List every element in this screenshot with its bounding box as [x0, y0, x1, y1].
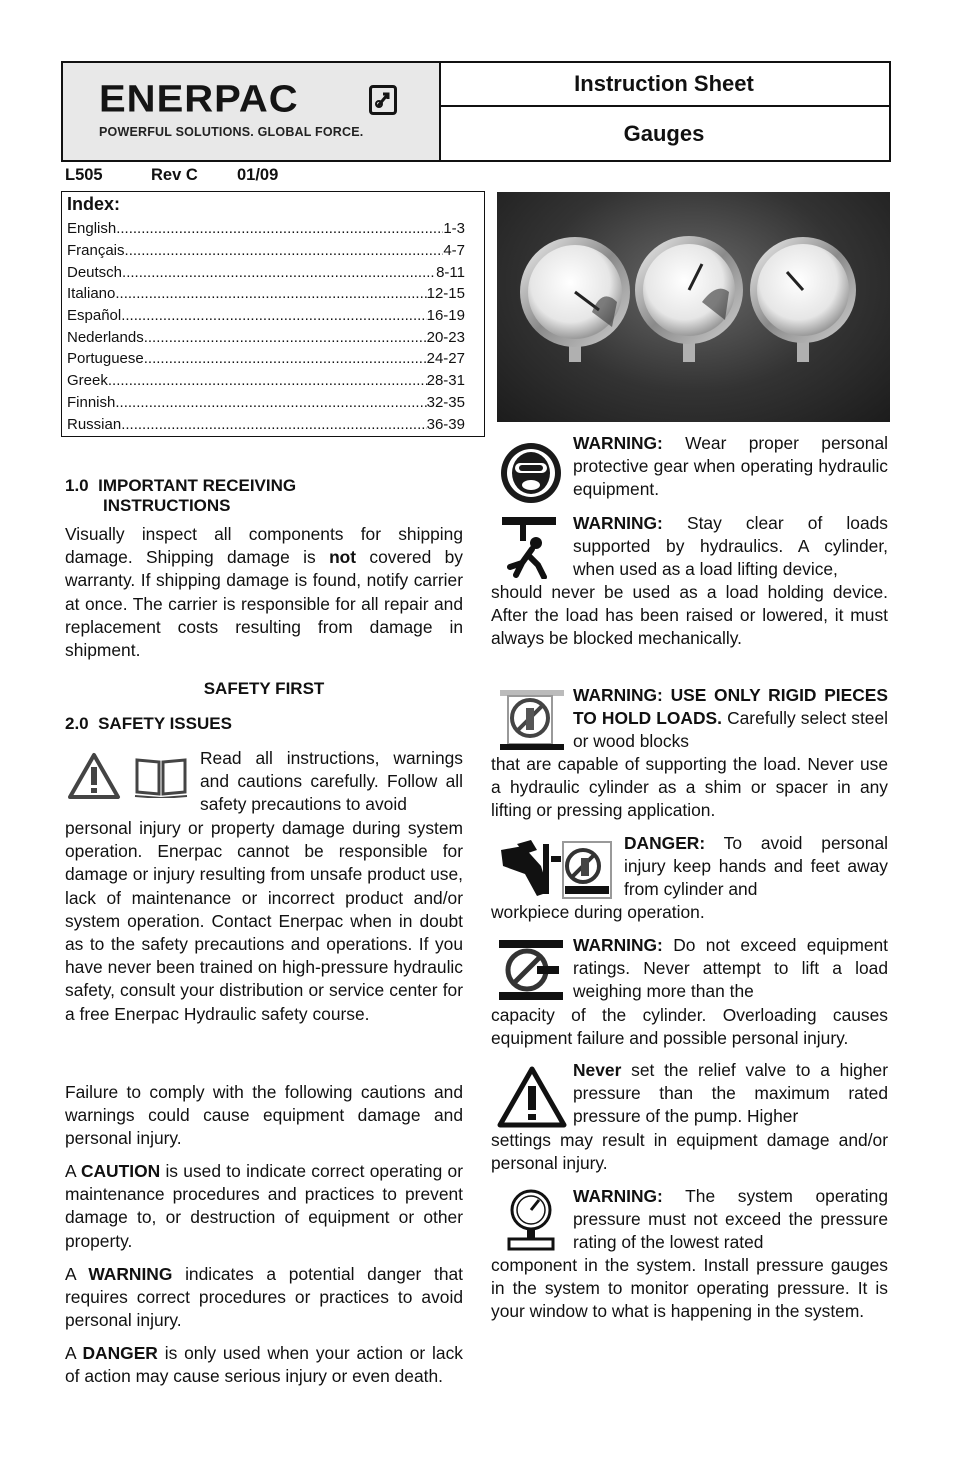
receiving-text-b: covered by warranty. If shipping damage is found, notify carrier at once. The carrier is responsible for all repair and replacement costs resulting from damage in shipment. [65, 547, 463, 661]
relief-valve-top [573, 1059, 888, 1129]
equipment-ratings-icon [497, 938, 565, 1007]
n1-text-top: set the relief valve to a higher pressure than the maximum rated pressure of the pump. Higher [573, 1060, 888, 1127]
index-item [67, 218, 465, 240]
protective-gear-icon [498, 440, 564, 511]
danger-def-text-a: A [65, 1343, 83, 1363]
w3-label: WARNING: USE ONLY RIGID PIECES TO HOLD LOADS. [573, 685, 888, 729]
section-2-title: SAFETY ISSUES [98, 714, 232, 733]
index-item [67, 370, 465, 392]
w1-label: WARNING: [573, 433, 663, 453]
section-1-number: 1.0 [65, 476, 89, 495]
index-item-pages: 28-31 [426, 372, 465, 390]
warning-stay-clear-rest [491, 581, 888, 651]
w4-text-rest: capacity of the cylinder. Overloading causes equipment failure and possible personal injury. [491, 1005, 888, 1049]
w5-text-top: The system operating pressure must not exceed the pressure rating of the lowest rated [573, 1186, 888, 1253]
index-item-language: Italiano [67, 285, 116, 303]
warning-stay-clear-top [573, 512, 888, 582]
stay-clear-load-icon [500, 515, 558, 584]
caution-paragraph [65, 1160, 463, 1253]
read-instructions-rest-text: personal injury or property damage during system operation. Enerpac cannot be responsible for damage or injury resulting from unsafe product use, lack of maintenance or incorrect product and/or system operation. Contact Enerpac when in doubt as to the safety precautions and operations. If you have never been trained on high-pressure hydraulic safety, consult your distribution or service center for a free Enerpac Hydraulic safety course. [65, 818, 463, 1024]
warning-def-text-a: A [65, 1264, 89, 1284]
index-item-language: Greek [67, 372, 108, 390]
gauges-photo [497, 192, 890, 422]
index-item-language: Nederlands [67, 328, 144, 346]
index-item-leader [115, 285, 426, 302]
index-title: Index: [67, 194, 121, 214]
safety-first-heading: SAFETY FIRST [203, 679, 325, 698]
index-item-leader [125, 242, 444, 259]
warning-ratings-top [573, 934, 888, 1004]
pressure-gauge-icon [505, 1188, 557, 1259]
index-item-language: Deutsch [67, 263, 123, 281]
read-manual-book-icon [133, 756, 189, 803]
index-item [67, 283, 465, 305]
index-item-language: Portuguese [67, 350, 144, 368]
w2-text-top: Stay clear of loads supported by hydraulics. A cylinder, when used as a load lifting device, [573, 513, 888, 580]
danger-hands-feet-rest [491, 901, 888, 924]
failure-paragraph [65, 1081, 463, 1151]
index-item-leader [116, 220, 443, 237]
index-item-language: Finnish [67, 393, 116, 411]
index-item-pages: 32-35 [426, 393, 465, 411]
caution-text-a: A [65, 1161, 81, 1181]
w4-text-top: Do not exceed equipment ratings. Never attempt to lift a load weighing more than the [573, 935, 888, 1002]
warning-protective-gear [573, 432, 888, 502]
hands-feet-danger-icon [497, 836, 615, 907]
caution-text-b: is used to indicate correct operating or maintenance procedures and practices to prevent damage to, or destruction of equipment or other property. [65, 1161, 463, 1251]
warning-definition-paragraph [65, 1263, 463, 1333]
doc-date: 01/09 [237, 166, 279, 184]
enerpac-logo-mark-icon [369, 85, 397, 115]
gauge-3-icon [750, 237, 856, 362]
index-item-pages: 4-7 [443, 242, 465, 260]
danger-hands-feet-top [624, 832, 888, 902]
logo-tagline: POWERFUL SOLUTIONS. GLOBAL FORCE. [99, 125, 364, 139]
read-instructions-top-text: Read all instructions, warnings and cautions carefully. Follow all safety precautions to avoid [200, 748, 463, 815]
index-item-pages: 20-23 [426, 328, 465, 346]
read-instructions-rest [65, 817, 463, 1026]
index-item-language: Español [67, 307, 122, 325]
read-instructions-top [200, 747, 463, 817]
warning-ratings-rest [491, 1004, 888, 1050]
w2-text-rest: should never be used as a load holding device. After the load has been raised or lowered, it must always be blocked mechanically. [491, 582, 888, 649]
index-box [61, 191, 485, 437]
index-item-pages: 12-15 [426, 285, 465, 303]
section-2-number: 2.0 [65, 714, 89, 733]
index-item-leader [144, 329, 427, 346]
index-item-language: English [67, 220, 117, 238]
caution-triangle-icon [497, 1066, 567, 1133]
rigid-pieces-icon [498, 688, 566, 757]
w5-text-rest: component in the system. Install pressure gauges in the system to monitor operating pressure. It is your window to what is happening in the system. [491, 1255, 888, 1322]
index-item-pages: 8-11 [436, 263, 465, 281]
d1-text-top: To avoid personal injury keep hands and feet away from cylinder and [624, 833, 888, 900]
index-item-leader [108, 372, 427, 389]
logo-area [63, 63, 441, 160]
warning-operating-pressure-top [573, 1185, 888, 1255]
failure-text: Failure to comply with the following cautions and warnings could cause equipment damage and personal injury. [65, 1082, 463, 1149]
enerpac-logo: ENERPAC [99, 78, 299, 120]
d1-label: DANGER: [624, 833, 706, 853]
index-item-pages: 16-19 [426, 307, 465, 325]
section-1-title-line2: INSTRUCTIONS [103, 496, 231, 515]
warning-triangle-icon [67, 752, 121, 805]
document-subtitle: Gauges [623, 120, 705, 146]
index-item-pages: 36-39 [426, 415, 465, 433]
w3-text-rest: that are capable of supporting the load. Never use a hydraulic cylinder as a shim or spacer in any lifting or pressing application. [491, 754, 888, 821]
danger-definition-paragraph [65, 1342, 463, 1388]
warning-rigid-pieces-rest [491, 753, 888, 823]
index-item-pages: 1-3 [443, 220, 465, 238]
doc-number: L505 [65, 166, 103, 184]
w2-label: WARNING: [573, 513, 663, 533]
index-item-leader [115, 394, 426, 411]
index-item-leader [144, 350, 427, 367]
warning-rigid-pieces-top [573, 684, 888, 754]
section-1-heading [65, 476, 296, 516]
section-2-heading [65, 714, 232, 734]
index-item [67, 392, 465, 414]
w5-label: WARNING: [573, 1186, 663, 1206]
receiving-text-bold: not [329, 547, 357, 568]
warning-operating-pressure-rest [491, 1254, 888, 1324]
warning-def-text-bold: WARNING [88, 1264, 173, 1284]
index-item [67, 413, 465, 435]
index-item [67, 326, 465, 348]
w1-text: Wear proper personal protective gear when operating hydraulic equipment. [573, 433, 888, 500]
index-item [67, 261, 465, 283]
index-item [67, 305, 465, 327]
receiving-paragraph [65, 523, 463, 662]
index-item-language: Français [67, 242, 125, 260]
gauge-1-icon [520, 237, 630, 362]
n1-label: Never [573, 1060, 622, 1080]
w3-text-top: Carefully select steel or wood blocks [573, 708, 889, 752]
gauge-2-icon [635, 236, 743, 362]
document-title: Instruction Sheet [439, 63, 889, 107]
danger-def-text-b: is only used when your action or lack of action may cause serious injury or even death. [65, 1343, 463, 1387]
index-item [67, 240, 465, 262]
warning-def-text-b: indicates a potential danger that requires correct procedures or practices to avoid personal injury. [65, 1264, 463, 1331]
n1-text-rest: settings may result in equipment damage and/or personal injury. [491, 1130, 888, 1174]
index-list [67, 218, 465, 435]
index-item-pages: 24-27 [426, 350, 465, 368]
danger-def-text-bold: DANGER [82, 1343, 158, 1363]
receiving-text-a: Visually inspect all components for shipping damage. Shipping damage is [65, 524, 463, 568]
index-item-leader [122, 264, 436, 281]
index-item-leader [121, 416, 426, 433]
caution-text-bold: CAUTION [80, 1161, 161, 1181]
relief-valve-rest [491, 1129, 888, 1175]
doc-revision: Rev C [151, 166, 198, 184]
d1-text-rest: workpiece during operation. [491, 902, 705, 922]
index-item-leader [121, 307, 426, 324]
header-box [61, 61, 891, 162]
section-1-title-line1: IMPORTANT RECEIVING [98, 476, 297, 495]
w4-label: WARNING: [573, 935, 663, 955]
index-item [67, 348, 465, 370]
index-item-language: Russian [67, 415, 122, 433]
